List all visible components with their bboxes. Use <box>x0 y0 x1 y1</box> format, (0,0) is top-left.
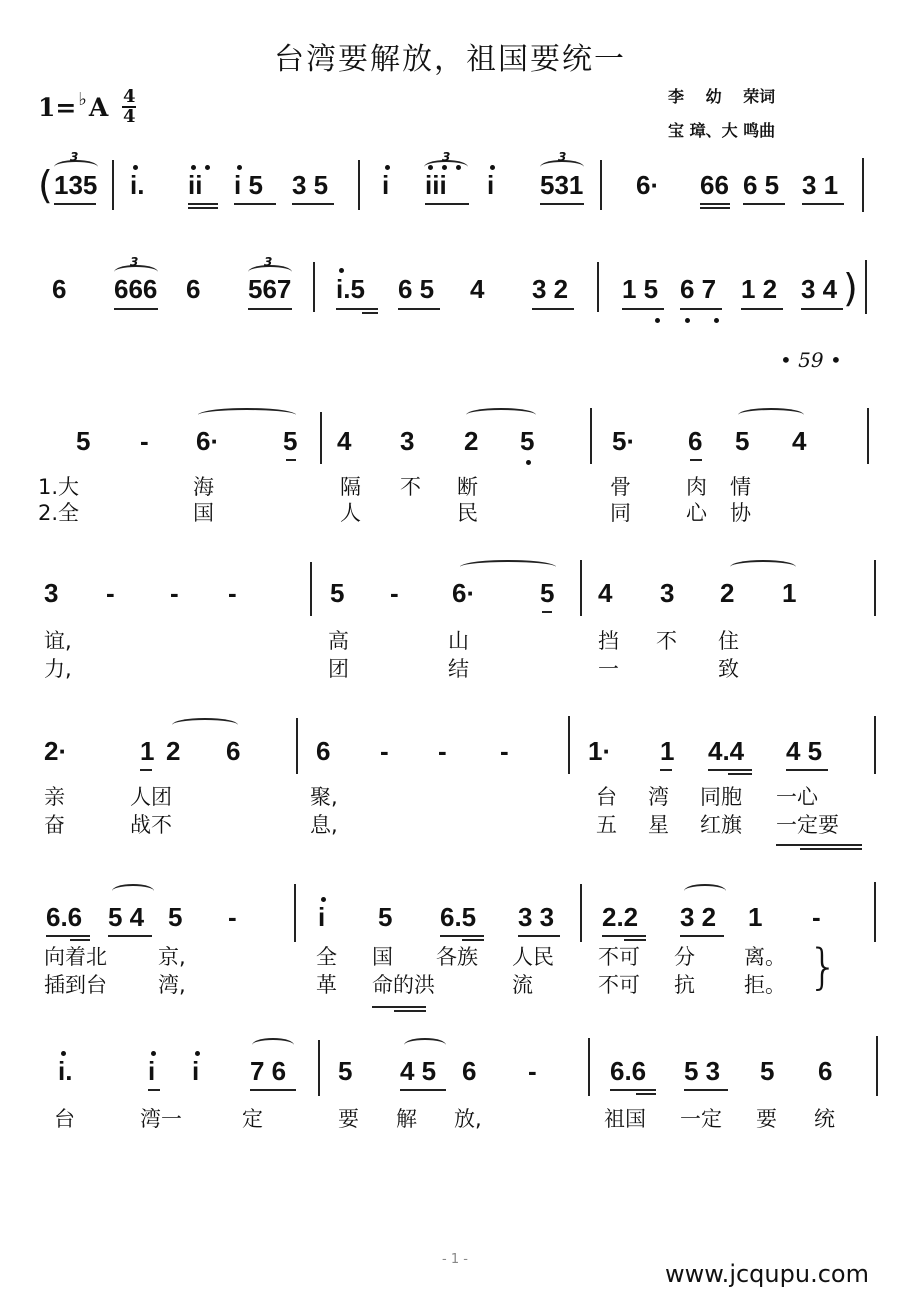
lyric: 分 <box>674 945 695 969</box>
note: 5 <box>760 1056 775 1086</box>
note: 3 2 <box>532 274 569 304</box>
lyric: 国 <box>372 945 393 969</box>
note: 6· <box>452 578 476 608</box>
note: 2 <box>166 736 181 766</box>
dash: - <box>170 578 179 608</box>
high-dot <box>237 165 242 170</box>
high-dot <box>205 165 210 170</box>
underline <box>108 935 152 937</box>
lyric: 亲 <box>44 785 65 809</box>
note: 7 6 <box>250 1056 287 1086</box>
lyric: 不 <box>400 475 421 499</box>
lyric: 星 <box>648 813 669 837</box>
note: 6 <box>52 274 67 304</box>
note: iii <box>425 170 447 200</box>
note: i <box>148 1056 156 1086</box>
note: 1 <box>782 578 797 608</box>
lyric: 国 <box>193 501 214 525</box>
note: ii <box>188 170 203 200</box>
key-tonic: 1= <box>38 92 77 122</box>
note: i.5 <box>336 274 365 304</box>
lyric: 不可 <box>598 945 640 969</box>
underline <box>394 1010 426 1012</box>
lyric: 断 <box>457 475 478 499</box>
underline <box>532 308 574 310</box>
note: 2 <box>464 426 479 456</box>
lyric: 同 <box>610 501 631 525</box>
lyric: 红旗 <box>700 813 742 837</box>
lyric: 结 <box>448 657 469 681</box>
underline <box>114 308 158 310</box>
underline <box>743 203 785 205</box>
underline <box>54 203 96 205</box>
underline <box>800 848 862 850</box>
lyric: 不可 <box>598 973 640 997</box>
lyric: 各族 <box>436 945 478 969</box>
high-dot <box>456 165 461 170</box>
lyric: 战不 <box>130 813 172 837</box>
note: 5 <box>378 902 393 932</box>
underline <box>786 769 828 771</box>
note: 6 <box>226 736 241 766</box>
underline <box>802 203 844 205</box>
underline <box>250 1089 296 1091</box>
note: 2.2 <box>602 902 639 932</box>
underline <box>440 935 484 937</box>
high-dot <box>442 165 447 170</box>
lyric: 一定要 <box>776 813 839 837</box>
lyric: 高 <box>328 629 349 653</box>
lyric: 心 <box>686 501 707 525</box>
tie-arc <box>112 884 154 898</box>
underline <box>801 308 843 310</box>
underline <box>518 935 560 937</box>
high-dot <box>428 165 433 170</box>
note: 567 <box>248 274 292 304</box>
lyric: 统 <box>814 1107 835 1131</box>
dash: - <box>812 902 821 932</box>
note: 4 5 <box>400 1056 437 1086</box>
lyric: 肉 <box>686 475 707 499</box>
credits <box>668 80 775 148</box>
pickup-notes: 135 <box>54 170 98 200</box>
dash: - <box>228 578 237 608</box>
lyric: 湾一 <box>140 1107 182 1131</box>
note: 5 <box>330 578 345 608</box>
note: 1 <box>660 736 675 766</box>
barline <box>865 260 867 314</box>
barline <box>358 160 360 210</box>
high-dot <box>321 897 326 902</box>
composer: 宝 璋、大 鸣曲 <box>668 121 776 140</box>
low-dot <box>685 318 690 323</box>
verse-brace: } <box>808 939 839 995</box>
note: 5 <box>76 426 91 456</box>
time-signature <box>122 88 136 126</box>
barline <box>310 562 312 616</box>
note: 2· <box>44 736 68 766</box>
lyric: 谊, <box>44 629 72 653</box>
note: 5 <box>338 1056 353 1086</box>
page-marker: • 59 • <box>780 348 842 372</box>
tie-arc <box>730 560 796 574</box>
lyric: 1.大 <box>38 475 80 499</box>
tie-arc <box>252 1038 294 1052</box>
lyric: 人民 <box>512 945 554 969</box>
note: 6 <box>316 736 331 766</box>
note: 4 <box>792 426 807 456</box>
note: 6 7 <box>680 274 717 304</box>
open-paren: ( <box>38 163 53 207</box>
underline <box>610 1089 656 1091</box>
triplet-mark: 3 <box>558 150 567 164</box>
high-dot <box>490 165 495 170</box>
lyric: 奋 <box>44 813 65 837</box>
underline <box>148 1089 160 1091</box>
tie-arc <box>684 884 726 898</box>
note: i. <box>130 170 145 200</box>
underline <box>680 935 724 937</box>
lyric: 革 <box>316 973 337 997</box>
barline <box>588 1038 590 1096</box>
triplet-mark: 3 <box>70 150 79 164</box>
barline <box>112 160 114 210</box>
underline <box>700 203 730 205</box>
note: 4 <box>598 578 613 608</box>
page-number: - 1 - <box>442 1252 468 1267</box>
lyric: 要 <box>338 1107 359 1131</box>
lyric: 力, <box>44 657 72 681</box>
note: 6 <box>688 426 703 456</box>
low-dot <box>655 318 660 323</box>
barline <box>874 716 876 774</box>
key-signature <box>38 88 136 126</box>
underline <box>400 1089 446 1091</box>
barline <box>296 718 298 774</box>
dash: - <box>390 578 399 608</box>
lyric: 祖国 <box>604 1107 646 1131</box>
underline <box>425 203 469 205</box>
barline <box>874 882 876 942</box>
note: i 5 <box>234 170 263 200</box>
note: 5 <box>283 426 298 456</box>
lyric: 台 <box>54 1107 75 1131</box>
note: i. <box>58 1056 73 1086</box>
note: 3 2 <box>680 902 717 932</box>
lyric: 不 <box>656 629 677 653</box>
high-dot <box>61 1051 66 1056</box>
note: 5 <box>168 902 183 932</box>
note: 3 4 <box>801 274 838 304</box>
tie-arc <box>172 718 238 732</box>
lyric: 抗 <box>674 973 695 997</box>
underline <box>286 459 296 461</box>
lyric: 人 <box>340 501 361 525</box>
barline <box>867 408 869 464</box>
note: 3 3 <box>518 902 555 932</box>
underline <box>234 203 276 205</box>
lyric: 流 <box>512 973 533 997</box>
song-title: 台湾要解放，祖国要统一 <box>274 42 626 77</box>
close-paren: ) <box>843 266 858 310</box>
underline <box>680 308 722 310</box>
lyric: 一心 <box>776 785 818 809</box>
note: i <box>382 170 390 200</box>
barline <box>294 884 296 942</box>
underline <box>46 935 90 937</box>
lyric: 息, <box>310 813 338 837</box>
dash: - <box>106 578 115 608</box>
barline <box>876 1036 878 1096</box>
note: 6 <box>462 1056 477 1086</box>
note: 6.6 <box>610 1056 647 1086</box>
tie-arc <box>404 1038 446 1052</box>
lyric: 情 <box>730 475 751 499</box>
underline <box>684 1089 728 1091</box>
triplet-mark: 3 <box>130 255 139 269</box>
underline <box>188 203 218 205</box>
underline <box>462 939 484 941</box>
lyric: 离。 <box>744 945 786 969</box>
underline <box>188 207 218 209</box>
lyric: 2.全 <box>38 501 80 525</box>
tie-arc <box>466 408 536 422</box>
low-dot <box>526 460 531 465</box>
high-dot <box>191 165 196 170</box>
lyric: 致 <box>718 657 739 681</box>
key-note: A <box>88 92 109 122</box>
lyric: 挡 <box>598 629 619 653</box>
lyric: 民 <box>457 501 478 525</box>
lyric: 山 <box>448 629 469 653</box>
note: 3 5 <box>292 170 329 200</box>
underline <box>660 769 672 771</box>
dash: - <box>500 736 509 766</box>
underline <box>372 1006 426 1008</box>
underline <box>622 308 664 310</box>
lyric: 京, <box>158 945 186 969</box>
note: 4 <box>470 274 485 304</box>
underline <box>636 1093 656 1095</box>
note: 666 <box>114 274 158 304</box>
dash: - <box>228 902 237 932</box>
lyric: 海 <box>193 475 214 499</box>
underline <box>248 308 292 310</box>
lyric: 要 <box>756 1107 777 1131</box>
low-dot <box>714 318 719 323</box>
lyric: 湾, <box>158 973 186 997</box>
barline <box>874 560 876 616</box>
barline <box>600 160 602 210</box>
barline <box>862 158 864 212</box>
note: 6· <box>636 170 660 200</box>
lyric: 台 <box>596 785 617 809</box>
triplet-mark: 3 <box>264 255 273 269</box>
note: i <box>192 1056 200 1086</box>
note: 3 1 <box>802 170 839 200</box>
lyric: 隔 <box>340 475 361 499</box>
lyric: 五 <box>596 813 617 837</box>
note: 4 <box>337 426 352 456</box>
note: 3 <box>44 578 59 608</box>
note: 5 3 <box>684 1056 721 1086</box>
underline <box>292 203 334 205</box>
note: 1 <box>748 902 763 932</box>
note: 3 <box>660 578 675 608</box>
note: 5 <box>520 426 535 456</box>
note: 6.5 <box>440 902 477 932</box>
lyric: 插到台 <box>44 973 107 997</box>
high-dot <box>339 268 344 273</box>
barline <box>597 262 599 312</box>
underline <box>708 769 752 771</box>
note: 4.4 <box>708 736 745 766</box>
tie-arc <box>738 408 804 422</box>
barline <box>590 408 592 464</box>
time-numerator: 4 <box>122 86 136 107</box>
note: 1 2 <box>741 274 778 304</box>
note: 6 <box>186 274 201 304</box>
note: 6.6 <box>46 902 83 932</box>
lyric: 向着北 <box>44 945 107 969</box>
barline <box>580 560 582 616</box>
note: 5 <box>735 426 750 456</box>
dash: - <box>140 426 149 456</box>
tie-arc <box>460 560 556 574</box>
note: 1· <box>588 736 612 766</box>
website-link[interactable]: www.jcqupu.com <box>665 1260 869 1288</box>
lyric: 一 <box>598 657 619 681</box>
underline <box>362 312 378 314</box>
note: 5· <box>612 426 636 456</box>
high-dot <box>151 1051 156 1056</box>
underline <box>690 459 702 461</box>
high-dot <box>195 1051 200 1056</box>
lyric: 定 <box>242 1107 263 1131</box>
underline <box>741 308 783 310</box>
lyric: 湾 <box>648 785 669 809</box>
barline <box>580 884 582 942</box>
note: 66 <box>700 170 729 200</box>
lyric: 命的洪 <box>372 973 435 997</box>
barline <box>568 716 570 774</box>
high-dot <box>133 165 138 170</box>
lyric: 人团 <box>130 785 172 809</box>
barline <box>318 1040 320 1096</box>
lyric: 放, <box>454 1107 482 1131</box>
underline <box>398 308 440 310</box>
barline <box>313 262 315 312</box>
note: i <box>318 902 326 932</box>
lyric: 协 <box>730 501 751 525</box>
underline <box>542 611 552 613</box>
lyric: 拒。 <box>744 973 786 997</box>
note: 3 <box>400 426 415 456</box>
note: 2 <box>720 578 735 608</box>
lyric: 团 <box>328 657 349 681</box>
underline <box>728 773 752 775</box>
lyric: 聚, <box>310 785 338 809</box>
note: 6 <box>818 1056 833 1086</box>
underline <box>70 939 90 941</box>
lyric: 住 <box>718 629 739 653</box>
note: 6· <box>196 426 220 456</box>
lyric: 同胞 <box>700 785 742 809</box>
dash: - <box>438 736 447 766</box>
triplet-mark: 3 <box>442 150 451 164</box>
barline <box>320 412 322 464</box>
underline <box>624 939 646 941</box>
tie-arc <box>198 408 296 422</box>
underline <box>140 769 152 771</box>
lyric: 全 <box>316 945 337 969</box>
underline <box>540 203 584 205</box>
lyricist: 李 幼 荣词 <box>668 87 776 106</box>
flat-symbol: ♭ <box>78 88 87 110</box>
note: 4 5 <box>786 736 823 766</box>
underline <box>336 308 378 310</box>
underline <box>602 935 646 937</box>
note: i <box>487 170 495 200</box>
time-denominator: 4 <box>122 106 136 127</box>
lyric: 骨 <box>610 475 631 499</box>
note: 5 4 <box>108 902 145 932</box>
note: 1 <box>140 736 155 766</box>
note: 531 <box>540 170 584 200</box>
note: 6 5 <box>398 274 435 304</box>
note: 1 5 <box>622 274 659 304</box>
note: 5 <box>540 578 555 608</box>
high-dot <box>385 165 390 170</box>
dash: - <box>528 1056 537 1086</box>
underline <box>776 844 862 846</box>
lyric: 一定 <box>680 1107 722 1131</box>
lyric: 解 <box>396 1107 417 1131</box>
note: 6 5 <box>743 170 780 200</box>
dash: - <box>380 736 389 766</box>
underline <box>700 207 730 209</box>
